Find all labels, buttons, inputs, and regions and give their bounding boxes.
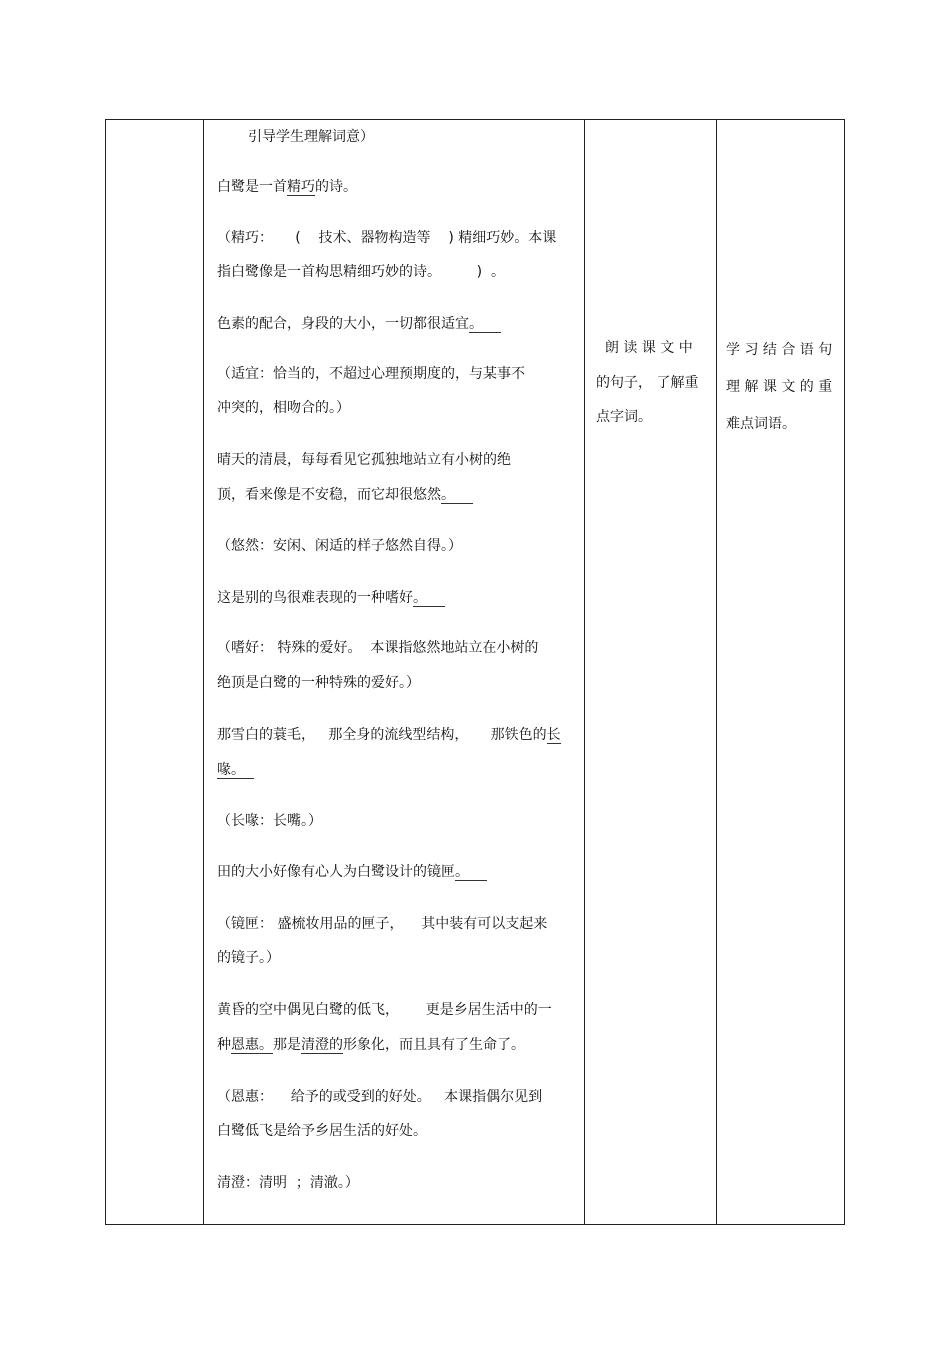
- text-line: （嗜好： 特殊的爱好。 本课指悠然地站立在小树的: [217, 640, 539, 656]
- text-line: 引导学生理解词意）: [248, 129, 374, 145]
- text-line: 绝顶是白鹭的一种特殊的爱好。）: [217, 675, 420, 691]
- teaching-content-column: [210, 120, 588, 1224]
- vocab-word: 精巧: [287, 179, 315, 195]
- text-line: 的镜子。）: [217, 950, 280, 966]
- design-intent-column: [720, 120, 844, 1224]
- text-line: 指白鹭像是一首构思精细巧妙的诗。 ) 。: [217, 264, 505, 280]
- text-line: （镜匣： 盛梳妆用品的匣子， 其中装有可以支起来: [217, 916, 548, 932]
- text-line: 黄昏的空中偶见白鹭的低飞， 更是乡居生活中的一: [217, 1002, 552, 1018]
- text-line: 白鹭是一首精巧的诗。: [217, 179, 357, 195]
- text-line: 喙。: [217, 762, 254, 778]
- text-line: 色素的配合，身段的大小，一切都很适宜。: [217, 316, 501, 332]
- text-line: 晴天的清晨，每每看见它孤独地站立有小树的绝: [217, 452, 511, 468]
- intent-line: 学 习 结 合 语 句: [726, 342, 833, 358]
- text-line: 清澄：清明 ；清澈。）: [217, 1175, 359, 1191]
- text-line: 白鹭低飞是给予乡居生活的好处。: [217, 1123, 427, 1139]
- text-line: （恩惠： 给予的或受到的好处。 本课指偶尔见到: [217, 1089, 543, 1105]
- text-line: 种恩惠。那是清澄的形象化，而且具有了生命了。: [217, 1037, 525, 1053]
- activity-line: 的句子， 了解重: [596, 375, 699, 391]
- activity-line: 点字词。: [596, 409, 652, 425]
- intent-line: 理 解 课 文 的 重: [726, 379, 833, 395]
- student-activity-column: [590, 120, 718, 1224]
- lesson-table: [105, 119, 845, 1225]
- text-line: （适宜：恰当的，不超过心理预期度的，与某事不: [217, 366, 525, 382]
- text-line: （精巧： ( 技术、器物构造等 ) 精细巧妙。本课: [217, 230, 557, 246]
- column-divider: [203, 120, 204, 1224]
- text-line: 那雪白的蓑毛， 那全身的流线型结构， 那铁色的长: [217, 727, 561, 743]
- text-line: 田的大小好像有心人为白鹭设计的镜匣。: [217, 864, 487, 880]
- intent-line: 难点词语。: [726, 416, 796, 432]
- text-line: 冲突的，相吻合的。）: [217, 400, 350, 416]
- text-line: 顶，看来像是不安稳，而它却很悠然。: [217, 487, 473, 503]
- text-line: 这是别的鸟很难表现的一种嗜好。: [217, 590, 445, 606]
- text-line: （悠然：安闲、闲适的样子悠然自得。）: [217, 538, 462, 554]
- text-line: （长喙：长嘴。）: [217, 813, 322, 829]
- activity-line: 朗 读 课 文 中: [596, 340, 693, 356]
